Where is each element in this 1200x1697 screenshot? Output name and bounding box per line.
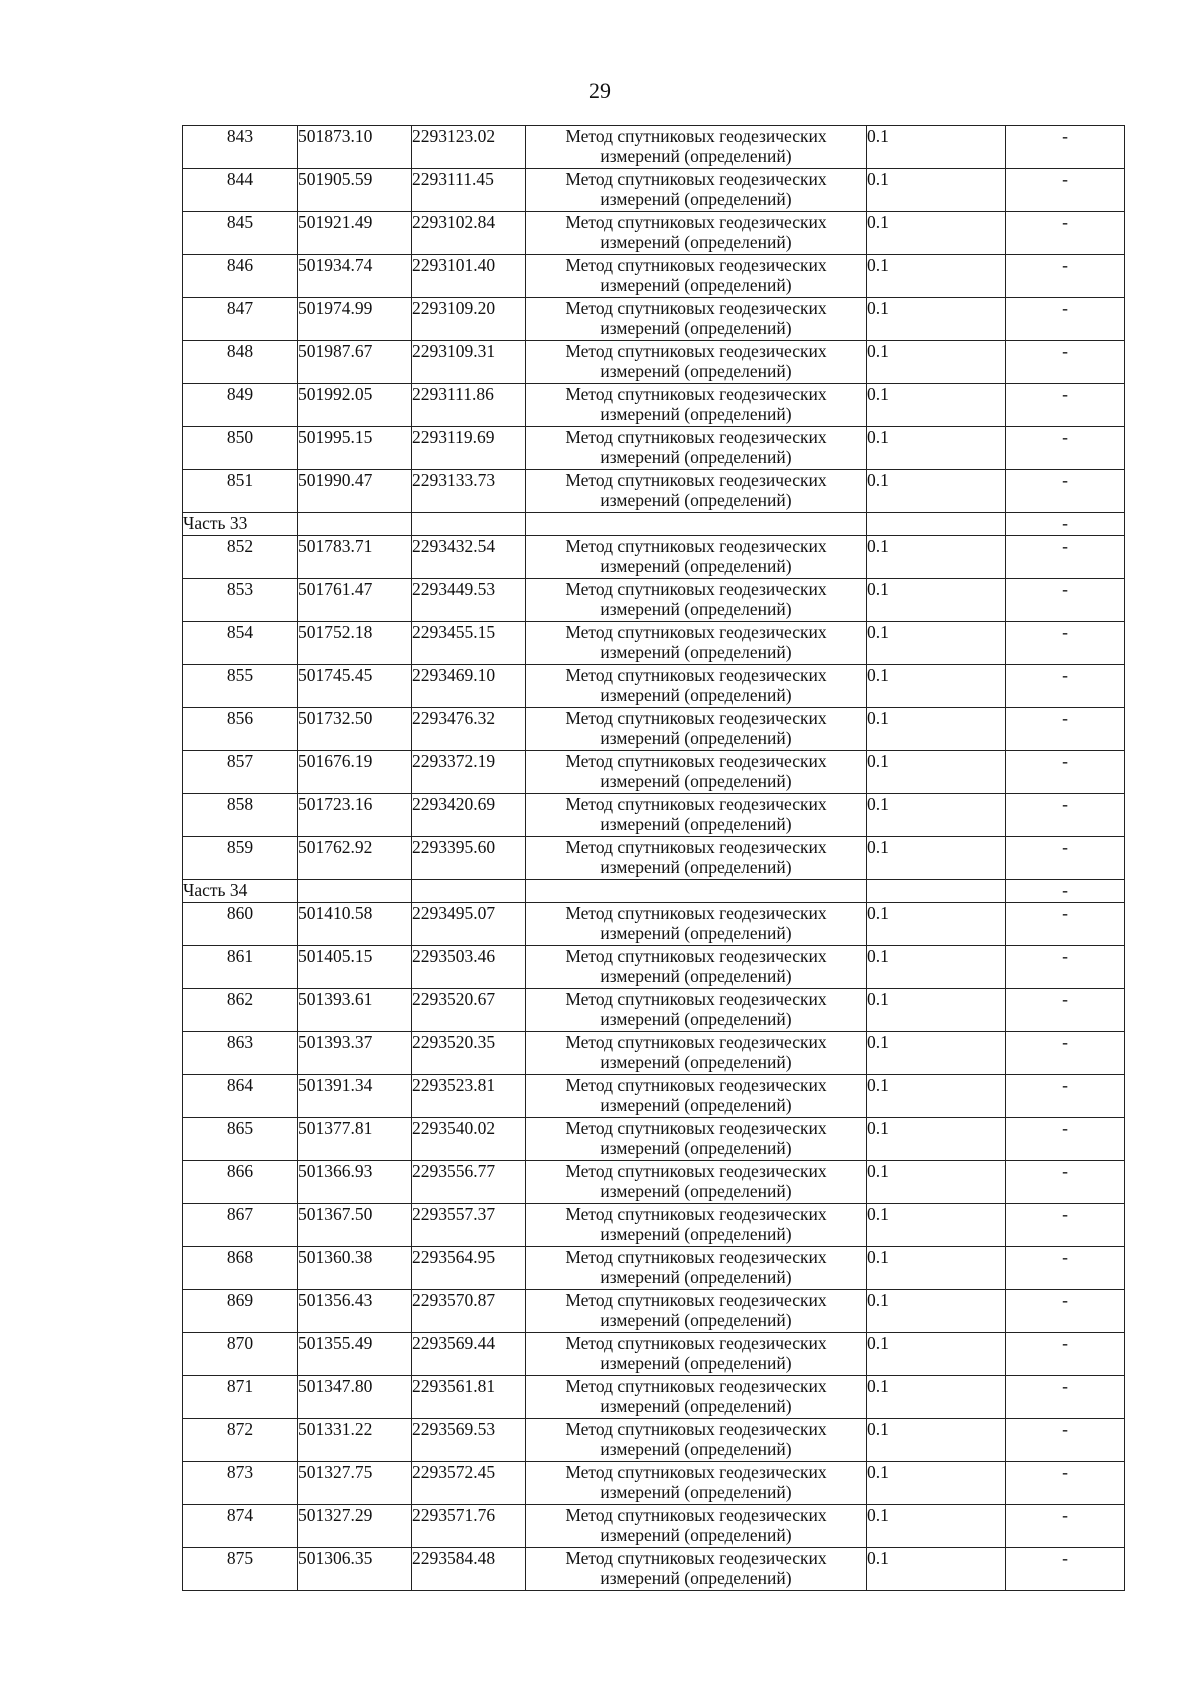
table-row: [183, 1075, 1125, 1118]
accuracy-cell: 0.1: [867, 1247, 1006, 1290]
dash-cell: -: [1006, 1247, 1125, 1290]
coordinate-x: 501761.47: [298, 579, 412, 622]
method-cell: Метод спутниковых геодезических измерений (определений): [526, 1505, 867, 1548]
method-cell: Метод спутниковых геодезических измерений (определений): [526, 1247, 867, 1290]
point-number: 864: [183, 1075, 298, 1118]
point-number: 855: [183, 665, 298, 708]
coordinate-y: 2293449.53: [412, 579, 526, 622]
accuracy-cell: 0.1: [867, 255, 1006, 298]
table-row: [183, 341, 1125, 384]
section-label: Часть 34: [183, 880, 298, 903]
table-row: [183, 536, 1125, 579]
dash-cell: -: [1006, 1075, 1125, 1118]
coordinate-x: 501327.75: [298, 1462, 412, 1505]
empty-cell: [867, 880, 1006, 903]
dash-cell: -: [1006, 989, 1125, 1032]
dash-cell: -: [1006, 579, 1125, 622]
accuracy-cell: 0.1: [867, 708, 1006, 751]
dash-cell: -: [1006, 622, 1125, 665]
point-number: 852: [183, 536, 298, 579]
point-number: 862: [183, 989, 298, 1032]
method-cell: Метод спутниковых геодезических измерений (определений): [526, 708, 867, 751]
table-row: [183, 427, 1125, 470]
dash-cell: -: [1006, 1161, 1125, 1204]
point-number: 850: [183, 427, 298, 470]
point-number: 861: [183, 946, 298, 989]
dash-cell: -: [1006, 1204, 1125, 1247]
method-cell: Метод спутниковых геодезических измерений (определений): [526, 1548, 867, 1591]
accuracy-cell: 0.1: [867, 751, 1006, 794]
accuracy-cell: 0.1: [867, 1505, 1006, 1548]
empty-cell: [412, 513, 526, 536]
accuracy-cell: 0.1: [867, 126, 1006, 169]
dash-cell: -: [1006, 880, 1125, 903]
table-row: [183, 989, 1125, 1032]
method-cell: Метод спутниковых геодезических измерений (определений): [526, 665, 867, 708]
point-number: 853: [183, 579, 298, 622]
dash-cell: -: [1006, 1032, 1125, 1075]
dash-cell: -: [1006, 341, 1125, 384]
accuracy-cell: 0.1: [867, 470, 1006, 513]
table-row: [183, 1419, 1125, 1462]
point-number: 868: [183, 1247, 298, 1290]
dash-cell: -: [1006, 1462, 1125, 1505]
method-cell: Метод спутниковых геодезических измерений (определений): [526, 1204, 867, 1247]
coordinate-y: 2293432.54: [412, 536, 526, 579]
coordinate-y: 2293572.45: [412, 1462, 526, 1505]
table-row: [183, 1204, 1125, 1247]
point-number: 872: [183, 1419, 298, 1462]
coordinate-x: 501723.16: [298, 794, 412, 837]
point-number: 875: [183, 1548, 298, 1591]
point-number: 845: [183, 212, 298, 255]
coordinate-y: 2293584.48: [412, 1548, 526, 1591]
point-number: 863: [183, 1032, 298, 1075]
accuracy-cell: 0.1: [867, 169, 1006, 212]
accuracy-cell: 0.1: [867, 427, 1006, 470]
table-row: [183, 1290, 1125, 1333]
dash-cell: -: [1006, 1505, 1125, 1548]
coordinate-y: 2293102.84: [412, 212, 526, 255]
coordinate-y: 2293571.76: [412, 1505, 526, 1548]
table-row: [183, 470, 1125, 513]
table-row: [183, 708, 1125, 751]
method-cell: Метод спутниковых геодезических измерений (определений): [526, 837, 867, 880]
table-row: [183, 1376, 1125, 1419]
accuracy-cell: 0.1: [867, 1204, 1006, 1247]
coordinate-x: 501783.71: [298, 536, 412, 579]
method-cell: Метод спутниковых геодезических измерений (определений): [526, 946, 867, 989]
accuracy-cell: 0.1: [867, 794, 1006, 837]
dash-cell: -: [1006, 298, 1125, 341]
coordinate-x: 501987.67: [298, 341, 412, 384]
empty-cell: [867, 513, 1006, 536]
coordinate-x: 501990.47: [298, 470, 412, 513]
table-row: [183, 126, 1125, 169]
coordinate-y: 2293111.86: [412, 384, 526, 427]
accuracy-cell: 0.1: [867, 1290, 1006, 1333]
dash-cell: -: [1006, 794, 1125, 837]
empty-cell: [526, 880, 867, 903]
point-number: 844: [183, 169, 298, 212]
coordinate-y: 2293556.77: [412, 1161, 526, 1204]
table-row: [183, 169, 1125, 212]
coordinate-y: 2293133.73: [412, 470, 526, 513]
dash-cell: -: [1006, 708, 1125, 751]
dash-cell: -: [1006, 837, 1125, 880]
method-cell: Метод спутниковых геодезических измерений (определений): [526, 169, 867, 212]
method-cell: Метод спутниковых геодезических измерений (определений): [526, 1075, 867, 1118]
method-cell: Метод спутниковых геодезических измерений (определений): [526, 579, 867, 622]
coordinate-x: 501393.37: [298, 1032, 412, 1075]
point-number: 847: [183, 298, 298, 341]
point-number: 857: [183, 751, 298, 794]
dash-cell: -: [1006, 1333, 1125, 1376]
dash-cell: -: [1006, 427, 1125, 470]
accuracy-cell: 0.1: [867, 1462, 1006, 1505]
method-cell: Метод спутниковых геодезических измерений (определений): [526, 427, 867, 470]
accuracy-cell: 0.1: [867, 837, 1006, 880]
coordinate-y: 2293520.35: [412, 1032, 526, 1075]
coordinate-x: 501367.50: [298, 1204, 412, 1247]
method-cell: Метод спутниковых геодезических измерений (определений): [526, 1290, 867, 1333]
point-number: 856: [183, 708, 298, 751]
table-row: [183, 1548, 1125, 1591]
page-number: 29: [589, 78, 611, 103]
accuracy-cell: 0.1: [867, 298, 1006, 341]
coordinate-y: 2293523.81: [412, 1075, 526, 1118]
point-number: 873: [183, 1462, 298, 1505]
table-row: [183, 1462, 1125, 1505]
dash-cell: -: [1006, 126, 1125, 169]
point-number: 846: [183, 255, 298, 298]
coordinate-x: 501327.29: [298, 1505, 412, 1548]
empty-cell: [298, 513, 412, 536]
accuracy-cell: 0.1: [867, 1032, 1006, 1075]
point-number: 849: [183, 384, 298, 427]
table-row: [183, 1333, 1125, 1376]
table-row: [183, 751, 1125, 794]
dash-cell: -: [1006, 1290, 1125, 1333]
coordinate-x: 501393.61: [298, 989, 412, 1032]
coordinate-y: 2293561.81: [412, 1376, 526, 1419]
coordinate-y: 2293109.20: [412, 298, 526, 341]
coordinate-x: 501306.35: [298, 1548, 412, 1591]
dash-cell: -: [1006, 665, 1125, 708]
accuracy-cell: 0.1: [867, 1376, 1006, 1419]
method-cell: Метод спутниковых геодезических измерений (определений): [526, 212, 867, 255]
method-cell: Метод спутниковых геодезических измерений (определений): [526, 1376, 867, 1419]
coordinate-x: 501995.15: [298, 427, 412, 470]
accuracy-cell: 0.1: [867, 1548, 1006, 1591]
coordinate-y: 2293395.60: [412, 837, 526, 880]
coordinate-y: 2293495.07: [412, 903, 526, 946]
accuracy-cell: 0.1: [867, 1419, 1006, 1462]
table-row: [183, 1161, 1125, 1204]
dash-cell: -: [1006, 212, 1125, 255]
table-row: [183, 622, 1125, 665]
table-row: [183, 665, 1125, 708]
dash-cell: -: [1006, 903, 1125, 946]
section-row: [183, 880, 1125, 903]
coordinate-x: 501377.81: [298, 1118, 412, 1161]
accuracy-cell: 0.1: [867, 622, 1006, 665]
table-row: [183, 837, 1125, 880]
point-number: 851: [183, 470, 298, 513]
table-row: [183, 212, 1125, 255]
coordinate-y: 2293569.53: [412, 1419, 526, 1462]
table-row: [183, 1505, 1125, 1548]
table-row: [183, 298, 1125, 341]
coordinate-y: 2293557.37: [412, 1204, 526, 1247]
coordinate-x: 501992.05: [298, 384, 412, 427]
dash-cell: -: [1006, 536, 1125, 579]
table-row: [183, 903, 1125, 946]
dash-cell: -: [1006, 169, 1125, 212]
method-cell: Метод спутниковых геодезических измерений (определений): [526, 903, 867, 946]
point-number: 870: [183, 1333, 298, 1376]
method-cell: Метод спутниковых геодезических измерений (определений): [526, 1118, 867, 1161]
point-number: 860: [183, 903, 298, 946]
point-number: 874: [183, 1505, 298, 1548]
table-row: [183, 255, 1125, 298]
section-label: Часть 33: [183, 513, 298, 536]
coordinate-x: 501752.18: [298, 622, 412, 665]
coordinate-y: 2293372.19: [412, 751, 526, 794]
empty-cell: [298, 880, 412, 903]
coordinate-x: 501355.49: [298, 1333, 412, 1376]
coordinate-y: 2293520.67: [412, 989, 526, 1032]
accuracy-cell: 0.1: [867, 946, 1006, 989]
coordinate-y: 2293476.32: [412, 708, 526, 751]
coordinate-x: 501405.15: [298, 946, 412, 989]
section-row: [183, 513, 1125, 536]
coordinates-table-body: [183, 126, 1125, 1591]
dash-cell: -: [1006, 1419, 1125, 1462]
point-number: 858: [183, 794, 298, 837]
method-cell: Метод спутниковых геодезических измерений (определений): [526, 1333, 867, 1376]
method-cell: Метод спутниковых геодезических измерений (определений): [526, 536, 867, 579]
accuracy-cell: 0.1: [867, 1161, 1006, 1204]
method-cell: Метод спутниковых геодезических измерений (определений): [526, 794, 867, 837]
point-number: 865: [183, 1118, 298, 1161]
accuracy-cell: 0.1: [867, 1075, 1006, 1118]
point-number: 848: [183, 341, 298, 384]
point-number: 867: [183, 1204, 298, 1247]
table-row: [183, 946, 1125, 989]
coordinate-x: 501762.92: [298, 837, 412, 880]
method-cell: Метод спутниковых геодезических измерений (определений): [526, 384, 867, 427]
coordinate-x: 501745.45: [298, 665, 412, 708]
coordinate-y: 2293111.45: [412, 169, 526, 212]
coordinate-y: 2293420.69: [412, 794, 526, 837]
method-cell: Метод спутниковых геодезических измерений (определений): [526, 341, 867, 384]
point-number: 866: [183, 1161, 298, 1204]
coordinate-y: 2293540.02: [412, 1118, 526, 1161]
method-cell: Метод спутниковых геодезических измерений (определений): [526, 126, 867, 169]
method-cell: Метод спутниковых геодезических измерений (определений): [526, 1462, 867, 1505]
point-number: 871: [183, 1376, 298, 1419]
table-row: [183, 1118, 1125, 1161]
coordinate-y: 2293469.10: [412, 665, 526, 708]
method-cell: Метод спутниковых геодезических измерений (определений): [526, 751, 867, 794]
coordinate-x: 501366.93: [298, 1161, 412, 1204]
dash-cell: -: [1006, 1548, 1125, 1591]
method-cell: Метод спутниковых геодезических измерений (определений): [526, 1032, 867, 1075]
coordinate-y: 2293570.87: [412, 1290, 526, 1333]
accuracy-cell: 0.1: [867, 989, 1006, 1032]
table-row: [183, 579, 1125, 622]
coordinate-y: 2293569.44: [412, 1333, 526, 1376]
method-cell: Метод спутниковых геодезических измерений (определений): [526, 1161, 867, 1204]
method-cell: Метод спутниковых геодезических измерений (определений): [526, 298, 867, 341]
coordinate-x: 501676.19: [298, 751, 412, 794]
accuracy-cell: 0.1: [867, 1118, 1006, 1161]
dash-cell: -: [1006, 1118, 1125, 1161]
point-number: 854: [183, 622, 298, 665]
method-cell: Метод спутниковых геодезических измерений (определений): [526, 255, 867, 298]
coordinate-y: 2293564.95: [412, 1247, 526, 1290]
coordinate-x: 501356.43: [298, 1290, 412, 1333]
coordinate-y: 2293101.40: [412, 255, 526, 298]
coordinate-x: 501331.22: [298, 1419, 412, 1462]
coordinate-y: 2293503.46: [412, 946, 526, 989]
dash-cell: -: [1006, 513, 1125, 536]
dash-cell: -: [1006, 946, 1125, 989]
table-row: [183, 1247, 1125, 1290]
coordinate-y: 2293455.15: [412, 622, 526, 665]
accuracy-cell: 0.1: [867, 1333, 1006, 1376]
coordinate-x: 501921.49: [298, 212, 412, 255]
coordinate-x: 501905.59: [298, 169, 412, 212]
accuracy-cell: 0.1: [867, 384, 1006, 427]
table-row: [183, 1032, 1125, 1075]
point-number: 859: [183, 837, 298, 880]
coordinate-x: 501732.50: [298, 708, 412, 751]
accuracy-cell: 0.1: [867, 341, 1006, 384]
accuracy-cell: 0.1: [867, 536, 1006, 579]
coordinate-x: 501410.58: [298, 903, 412, 946]
accuracy-cell: 0.1: [867, 903, 1006, 946]
dash-cell: -: [1006, 1376, 1125, 1419]
coordinate-y: 2293119.69: [412, 427, 526, 470]
coordinate-x: 501934.74: [298, 255, 412, 298]
dash-cell: -: [1006, 751, 1125, 794]
dash-cell: -: [1006, 255, 1125, 298]
empty-cell: [526, 513, 867, 536]
empty-cell: [412, 880, 526, 903]
coordinate-y: 2293109.31: [412, 341, 526, 384]
coordinate-x: 501974.99: [298, 298, 412, 341]
dash-cell: -: [1006, 470, 1125, 513]
coordinate-x: 501360.38: [298, 1247, 412, 1290]
method-cell: Метод спутниковых геодезических измерений (определений): [526, 989, 867, 1032]
dash-cell: -: [1006, 384, 1125, 427]
accuracy-cell: 0.1: [867, 665, 1006, 708]
coordinate-y: 2293123.02: [412, 126, 526, 169]
coordinate-x: 501873.10: [298, 126, 412, 169]
point-number: 869: [183, 1290, 298, 1333]
table-row: [183, 384, 1125, 427]
method-cell: Метод спутниковых геодезических измерений (определений): [526, 1419, 867, 1462]
table-row: [183, 794, 1125, 837]
accuracy-cell: 0.1: [867, 212, 1006, 255]
coordinates-table: [182, 125, 1125, 1591]
coordinate-x: 501347.80: [298, 1376, 412, 1419]
accuracy-cell: 0.1: [867, 579, 1006, 622]
coordinate-x: 501391.34: [298, 1075, 412, 1118]
method-cell: Метод спутниковых геодезических измерений (определений): [526, 470, 867, 513]
point-number: 843: [183, 126, 298, 169]
method-cell: Метод спутниковых геодезических измерений (определений): [526, 622, 867, 665]
